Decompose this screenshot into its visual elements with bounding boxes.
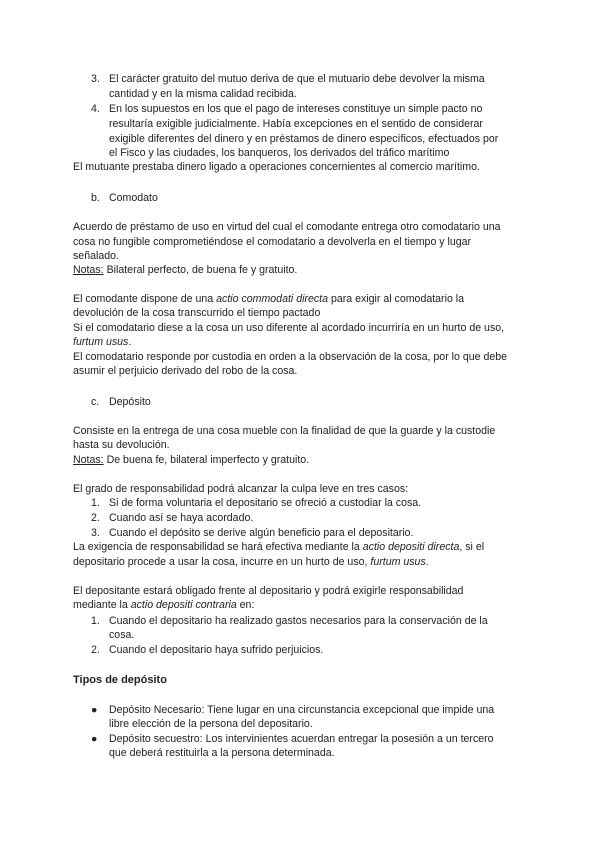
paragraph-line: El grado de responsabilidad podrá alcanzar la culpa leve en tres casos: [73,483,409,495]
notes-text: De buena fe, bilateral imperfecto y gratuito. [103,454,310,466]
list-item-text: En los supuestos en los que el pago de intereses constituye un simple pacto no [109,103,483,115]
list-item-text: Cuando el depositario ha realizado gastos necesarios para la conservación de la [109,615,488,627]
paragraph-line: El mutuante prestaba dinero ligado a operaciones concernientes al comercio marítimo. [73,161,480,173]
section-heading-tipos: Tipos de depósito [73,674,167,686]
list-number: 4. [91,103,100,115]
bullet-item-text: libre elección de la persona del depositario. [109,718,313,730]
section-marker: b. [91,192,100,204]
list-item-text: cosa. [109,629,135,641]
notes-text: Bilateral perfecto, de buena fe y gratuito. [103,264,298,276]
list-item-text: resultaría exigible judicialmente. Había excepciones en el sentido de considerar [109,118,483,130]
list-number: 1. [91,615,100,627]
latin-term: furtum usus [370,556,426,568]
section-marker: c. [91,396,100,408]
notes-label: Notas: [73,454,104,466]
latin-term: actio depositi contraria [130,599,237,611]
paragraph-line: El comodante dispone de una actio commodati directa para exigir al comodatario la [73,293,465,305]
paragraph-line: depositario procede a usar la cosa, incurre en un hurto de uso, furtum usus. [73,556,429,568]
list-number: 3. [91,527,100,539]
paragraph-line: Consiste en la entrega de una cosa mueble con la finalidad de que la guarde y la custodie [73,425,496,437]
paragraph-line: El comodatario responde por custodia en orden a la observación de la cosa, por lo que debe [73,351,508,363]
paragraph-line: señalado. [73,250,119,262]
latin-term: actio commodati directa [216,293,328,305]
bullet-item-text: Depósito Necesario: Tiene lugar en una circunstancia excepcional que impide una [109,704,495,716]
paragraph-line: furtum usus. [73,336,132,348]
paragraph-line: hasta su devolución. [73,439,170,451]
paragraph-line: asumir el perjuicio derivado del robo de la cosa. [73,365,298,377]
list-item-text: cantidad y en la misma calidad recibida. [109,88,297,100]
bullet-icon: ● [91,733,98,745]
paragraph-line: mediante la actio depositi contraria en: [73,599,255,611]
bullet-icon: ● [91,704,98,716]
list-number: 1. [91,497,100,509]
paragraph-line: La exigencia de responsabilidad se hará efectiva mediante la actio depositi directa, si el [73,541,485,553]
bullet-item-text: Depósito secuestro: Los intervinientes acuerdan entregar la posesión a un tercero [109,733,494,745]
latin-term: actio depositi directa [362,541,460,553]
paragraph-line: cosa no fungible comprometiéndose el comodatario a devolverla en el tiempo y lugar [73,236,472,248]
latin-term: furtum usus [73,336,129,348]
list-number: 2. [91,644,100,656]
notes-line [73,453,309,467]
list-item-text: el Fisco y las ciudades, los banqueros, los derivados del tráfico marítimo [109,147,450,159]
paragraph-line: Si el comodatario diese a la cosa un uso diferente al acordado incurriría en un hurto de uso, [73,322,505,334]
paragraph-line: Acuerdo de préstamo de uso en virtud del cual el comodante entrega otro comodatario una [73,221,501,233]
list-item-text: El carácter gratuito del mutuo deriva de que el mutuario debe devolver la misma [109,73,485,85]
list-item-text: Si de forma voluntaria el depositario se ofreció a custodiar la cosa. [109,497,422,509]
section-heading-comodato: Comodato [109,192,158,204]
paragraph-line: devolución de la cosa transcurrido el tiempo pactado [73,307,321,319]
list-item-text: Cuando el depósito se derive algún beneficio para el depositario. [109,527,414,539]
list-number: 3. [91,73,100,85]
section-heading-deposito: Depósito [109,396,151,408]
paragraph-line: El depositante estará obligado frente al depositario y podrá exigirle responsabilidad [73,585,464,597]
list-item-text: Cuando el depositario haya sufrido perjuicios. [109,644,324,656]
notes-line [73,263,297,277]
notes-label: Notas: [73,264,104,276]
list-item-text: exigible diferentes del dinero y en préstamos de dinero específicos, efectuados por [109,133,499,145]
list-item-text: Cuando así se haya acordado. [109,512,254,524]
list-number: 2. [91,512,100,524]
bullet-item-text: que deberá restituirla a la persona determinada. [109,747,335,759]
